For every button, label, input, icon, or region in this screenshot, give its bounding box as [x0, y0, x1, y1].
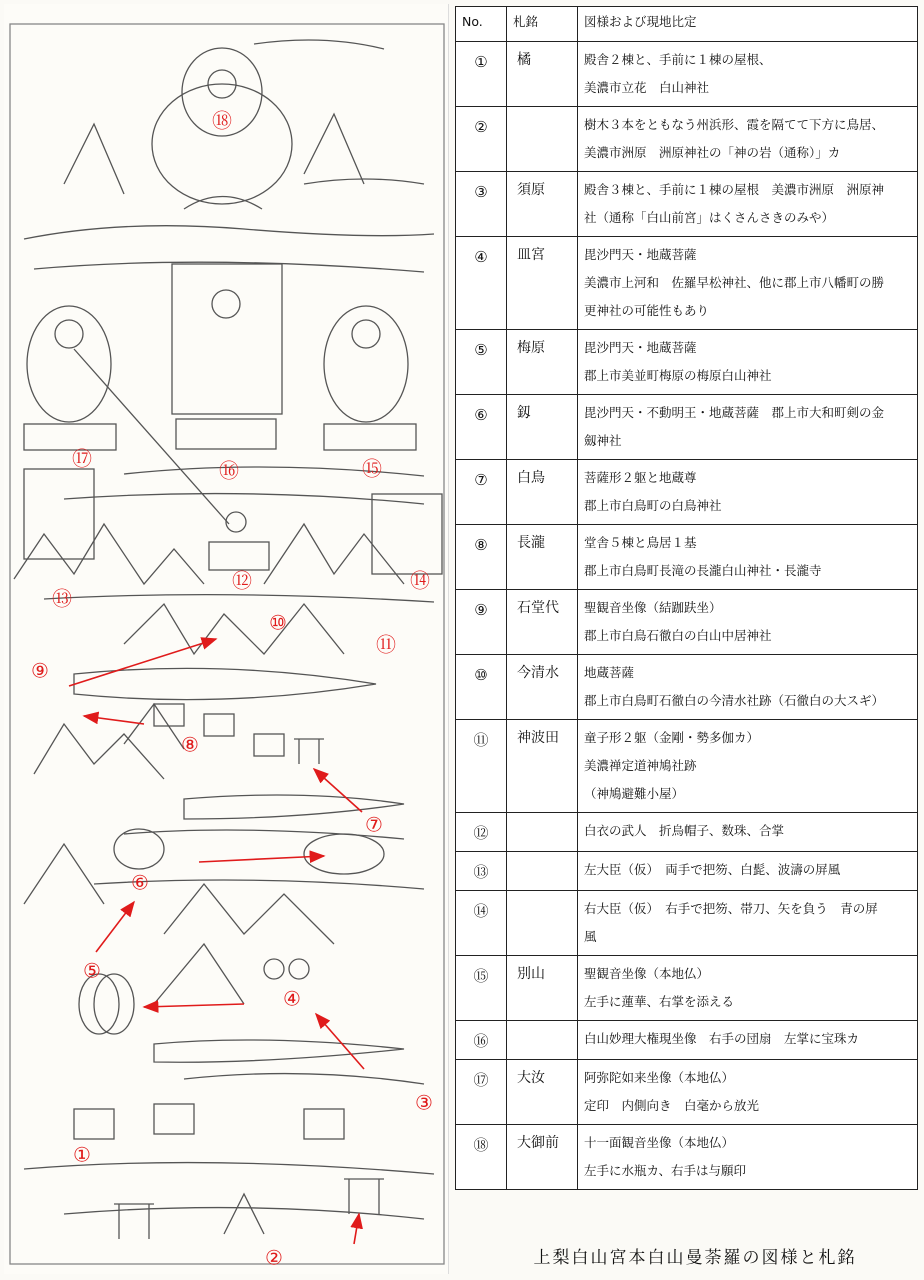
desc-line: 美濃市立花 白山神社 [584, 80, 710, 95]
row-desc [578, 720, 918, 813]
row-no: ⑭ [456, 891, 507, 956]
row-no: ① [456, 42, 507, 107]
desc-line: 十一面観音坐像（本地仏） [584, 1135, 735, 1150]
row-name: 今清水 [507, 655, 578, 720]
row-no: ⑮ [456, 956, 507, 1021]
sketch-marker: ⑪ [376, 632, 396, 657]
sketch-marker: ⑮ [362, 456, 382, 481]
desc-line: 美濃市上河和 佐羅早松神社、他に郡上市八幡町の勝 [584, 275, 885, 290]
desc-line: 堂舎５棟と鳥居１基 [584, 535, 697, 550]
table-row [456, 813, 918, 852]
row-name: 大御前 [507, 1125, 578, 1190]
row-desc [578, 590, 918, 655]
desc-line: 社（通称「白山前宮」はくさんさきのみや） [584, 210, 835, 225]
row-desc [578, 956, 918, 1021]
desc-line: 右大臣（仮） 右手で把笏、帯刀、矢を負う 青の屏 [584, 901, 878, 916]
table-row [456, 42, 918, 107]
mandala-sketch [4, 4, 449, 1274]
table-row [456, 1125, 918, 1190]
row-name: 大汝 [507, 1060, 578, 1125]
sketch-marker: ⑯ [219, 458, 239, 483]
row-name: 橘 [507, 42, 578, 107]
desc-line: 美濃禅定道神鳩社跡 [584, 758, 697, 773]
header-no: No. [456, 7, 507, 42]
route-arrows [69, 639, 364, 1244]
desc-line: 聖観音坐像（結跏趺坐） [584, 600, 722, 615]
row-no: ⑥ [456, 395, 507, 460]
desc-line: 郡上市白鳥町の白鳥神社 [584, 498, 722, 513]
row-no: ⑩ [456, 655, 507, 720]
table-header-row [456, 7, 918, 42]
sketch-marker: ⑨ [31, 658, 49, 683]
row-desc [578, 42, 918, 107]
desc-line: 毘沙門天・地蔵菩薩 [584, 340, 697, 355]
row-no: ⑦ [456, 460, 507, 525]
row-no: ② [456, 107, 507, 172]
sketch-marker: ④ [283, 986, 301, 1011]
table-row [456, 107, 918, 172]
sketch-marker: ⑱ [212, 108, 232, 133]
sketch-marker: ② [265, 1245, 283, 1270]
desc-line: 殿舎２棟と、手前に１棟の屋根、 [584, 52, 772, 67]
row-desc [578, 852, 918, 891]
desc-line: 毘沙門天・不動明王・地蔵菩薩 郡上市大和町剣の金 [584, 405, 885, 420]
row-name: 神波田 [507, 720, 578, 813]
desc-line: 郡上市白鳥町長滝の長瀧白山神社・長瀧寺 [584, 563, 822, 578]
desc-line: 郡上市白鳥町石徹白の今清水社跡（石徹白の大スギ） [584, 693, 885, 708]
row-desc [578, 237, 918, 330]
table-row [456, 460, 918, 525]
table-row [456, 655, 918, 720]
sketch-marker: ⑩ [269, 610, 287, 635]
table-row [456, 891, 918, 956]
legend-table-wrap [455, 6, 918, 1190]
row-desc [578, 813, 918, 852]
desc-line: 白衣の武人 折烏帽子、数珠、合掌 [584, 823, 785, 838]
desc-line: 風 [584, 929, 597, 944]
row-no: ⑰ [456, 1060, 507, 1125]
row-desc [578, 1125, 918, 1190]
row-no: ⑨ [456, 590, 507, 655]
table-row [456, 330, 918, 395]
desc-line: 聖観音坐像（本地仏） [584, 966, 710, 981]
row-desc [578, 655, 918, 720]
sketch-marker: ① [73, 1142, 91, 1167]
desc-line: 童子形２躯（金剛・勢多伽カ） [584, 730, 760, 745]
desc-line: 左手に蓮華、右掌を添える [584, 994, 735, 1009]
row-no: ⑫ [456, 813, 507, 852]
row-desc [578, 460, 918, 525]
row-desc [578, 395, 918, 460]
desc-line: 樹木３本をともなう州浜形、霞を隔てて下方に鳥居、 [584, 117, 885, 132]
row-no: ⑱ [456, 1125, 507, 1190]
legend-table [455, 6, 918, 1190]
row-name [507, 813, 578, 852]
row-name: 石堂代 [507, 590, 578, 655]
desc-line: 毘沙門天・地蔵菩薩 [584, 247, 697, 262]
desc-line: 殿舎３棟と、手前に１棟の屋根 美濃市洲原 洲原神 [584, 182, 885, 197]
table-row [456, 720, 918, 813]
row-name [507, 852, 578, 891]
row-no: ⑪ [456, 720, 507, 813]
table-row [456, 525, 918, 590]
mandala-drawing [4, 4, 448, 1274]
sketch-marker: ⑫ [232, 568, 252, 593]
row-name: 梅原 [507, 330, 578, 395]
row-name: 白鳥 [507, 460, 578, 525]
desc-line: 地蔵菩薩 [584, 665, 635, 680]
desc-line: 菩薩形２躯と地蔵尊 [584, 470, 697, 485]
row-desc [578, 107, 918, 172]
row-desc [578, 330, 918, 395]
desc-line: 定印 内側向き 白毫から放光 [584, 1098, 760, 1113]
table-row [456, 1060, 918, 1125]
desc-line: 美濃市洲原 洲原神社の「神の岩（通称）」カ [584, 145, 841, 160]
table-row [456, 237, 918, 330]
desc-line: 左大臣（仮） 両手で把笏、白髭、波濤の屏風 [584, 862, 841, 877]
row-no: ⑧ [456, 525, 507, 590]
sketch-marker: ⑤ [83, 958, 101, 983]
row-name: 釼 [507, 395, 578, 460]
row-name: 別山 [507, 956, 578, 1021]
row-name [507, 107, 578, 172]
table-row [456, 1021, 918, 1060]
table-body [456, 42, 918, 1190]
header-desc: 図様および現地比定 [578, 7, 918, 42]
caption: 上梨白山宮本白山曼荼羅の図様と札銘 [533, 1248, 857, 1268]
desc-line: 阿弥陀如来坐像（本地仏） [584, 1070, 735, 1085]
desc-line: 劔神社 [584, 433, 622, 448]
row-name [507, 1021, 578, 1060]
desc-line: 郡上市白鳥石徹白の白山中居神社 [584, 628, 772, 643]
sketch-marker: ⑬ [52, 586, 72, 611]
sketch-marker: ⑰ [72, 446, 92, 471]
sketch-marker: ⑭ [410, 568, 430, 593]
row-name: 長瀧 [507, 525, 578, 590]
row-desc [578, 1060, 918, 1125]
sketch-marker: ⑥ [131, 870, 149, 895]
row-no: ⑯ [456, 1021, 507, 1060]
desc-line: 更神社の可能性もあり [584, 303, 710, 318]
row-no: ④ [456, 237, 507, 330]
row-desc [578, 891, 918, 956]
sketch-marker: ⑧ [181, 732, 199, 757]
table-row [456, 395, 918, 460]
desc-line: 郡上市美並町梅原の梅原白山神社 [584, 368, 772, 383]
row-name [507, 891, 578, 956]
desc-line: 左手に水瓶カ、右手は与願印 [584, 1163, 747, 1178]
row-no: ⑤ [456, 330, 507, 395]
row-desc [578, 1021, 918, 1060]
row-no: ③ [456, 172, 507, 237]
table-row [456, 956, 918, 1021]
row-desc [578, 525, 918, 590]
row-no: ⑬ [456, 852, 507, 891]
sketch-marker: ⑦ [365, 812, 383, 837]
sketch-marker: ③ [415, 1090, 433, 1115]
table-row [456, 590, 918, 655]
row-name: 皿宮 [507, 237, 578, 330]
header-name: 札銘 [507, 7, 578, 42]
marker-layer [31, 109, 433, 1270]
row-name: 須原 [507, 172, 578, 237]
table-row [456, 852, 918, 891]
table-row [456, 172, 918, 237]
desc-line: （神鳩避難小屋） [584, 786, 685, 801]
desc-line: 白山妙理大権現坐像 右手の団扇 左掌に宝珠カ [584, 1031, 860, 1046]
row-desc [578, 172, 918, 237]
